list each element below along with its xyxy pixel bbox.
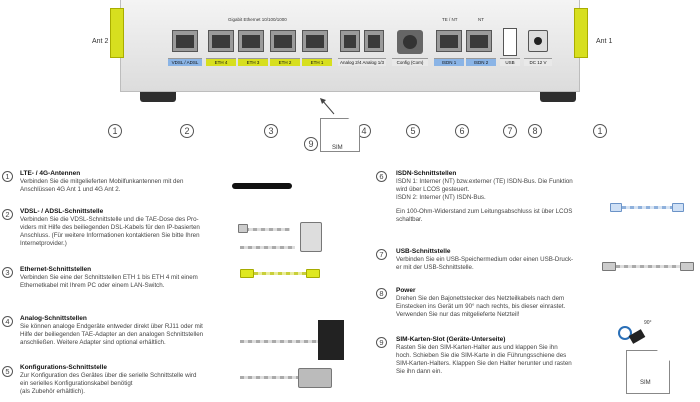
sim-card-icon-bottom <box>626 350 670 394</box>
item-8-title: Power <box>396 287 416 294</box>
callout-6: 6 <box>455 124 469 138</box>
callout-3: 3 <box>264 124 278 138</box>
isdn1-port-label: ISDN 1 <box>434 58 464 66</box>
callout-8: 8 <box>528 124 542 138</box>
item-2-number: 2 <box>2 209 13 220</box>
eth4-port <box>208 30 234 52</box>
callout-5: 5 <box>406 124 420 138</box>
vdsl-port-label: VDSL / ADSL <box>168 58 202 66</box>
item-1-number: 1 <box>2 171 13 182</box>
item-6-line-1: ISDN 1: Interner (NT) bzw.externer (TE) ISDN-Bus. Die Funktion <box>396 178 573 185</box>
eth3-port <box>238 30 264 52</box>
item-2-line-1: Verbinden Sie die VDSL-Schnittstelle und die TAE-Dose des Pro- <box>20 216 199 223</box>
vdsl-port <box>172 30 198 52</box>
item-2-title: VDSL- / ADSL-Schnittstelle <box>20 208 104 215</box>
dc-power-jack <box>528 30 548 52</box>
item-6-number: 6 <box>376 171 387 182</box>
callout-2: 2 <box>180 124 194 138</box>
sim-label-bottom: SIM <box>640 380 651 386</box>
item-6-extra-2: schaltbar. <box>396 216 423 223</box>
item-8-line-2: Einstecken ins Gerät um 90° nach rechts, bis dieser einrastet. <box>396 303 566 310</box>
item-7-title: USB-Schnittstelle <box>396 248 451 255</box>
item-9-sim-slot <box>396 336 616 376</box>
arrow-icon <box>318 98 338 116</box>
item-6-line-3: ISDN 2: Interner (NT) ISDN-Bus. <box>396 194 486 201</box>
item-6-isdn <box>396 170 616 224</box>
te-nt-label: TE / NT <box>442 17 458 22</box>
item-9-number: 9 <box>376 337 387 348</box>
config-port-label: Config (Com) <box>392 58 428 66</box>
analog-port-1 <box>340 30 360 52</box>
eth2-port-label: ETH 2 <box>270 58 300 66</box>
eth4-port-label: ETH 4 <box>206 58 236 66</box>
item-9-line-4: Sie ihn dann ein. <box>396 368 443 375</box>
callout-1-right: 1 <box>593 124 607 138</box>
item-5-line-1: Zur Konfiguration des Gerätes über die serielle Schnittstelle wird <box>20 372 197 379</box>
item-2-vdsl <box>20 208 240 248</box>
analog-port-2 <box>364 30 384 52</box>
usb-port <box>503 28 517 56</box>
item-5-line-3: (als Zubehör erhältlich). <box>20 388 85 395</box>
item-8-number: 8 <box>376 288 387 299</box>
item-7-number: 7 <box>376 249 387 260</box>
callout-9: 9 <box>304 137 318 151</box>
eth2-port <box>270 30 296 52</box>
callout-4: 4 <box>357 124 371 138</box>
config-port <box>397 30 423 54</box>
item-9-line-1: Rasten Sie den SIM-Karten-Halter aus und klappen Sie ihn <box>396 344 558 351</box>
router-foot-right <box>540 92 576 102</box>
item-4-title: Analog-Schnittstellen <box>20 315 87 322</box>
item-6-extra-1: Ein 100-Ohm-Widerstand zum Leitungsabschluss ist über LCOS <box>396 208 573 215</box>
item-7-line-1: Verbinden Sie ein USB-Speichermedium oder einen USB-Druck- <box>396 256 574 263</box>
item-6-title: ISDN-Schnittstellen <box>396 170 457 177</box>
item-3-line-2: Ethernetkabel mit Ihrem PC oder einem LAN-Switch. <box>20 282 165 289</box>
item-3-ethernet <box>20 266 240 290</box>
item-5-title: Konfigurations-Schnittstelle <box>20 364 108 371</box>
item-3-title: Ethernet-Schnittstellen <box>20 266 92 273</box>
item-2-line-2: viders mit Hilfe des beiliegenden DSL-Kabels für den IP-basierten <box>20 224 200 231</box>
item-1-lte-antennas <box>20 170 240 194</box>
antenna-connector-ant1 <box>574 8 588 58</box>
eth3-port-label: ETH 3 <box>238 58 268 66</box>
item-5-line-2: ein serielles Konfigurationskabel benötigt <box>20 380 133 387</box>
item-9-title: SIM-Karten-Slot (Geräte-Unterseite) <box>396 336 506 343</box>
item-1-title: LTE- / 4G-Antennen <box>20 170 81 177</box>
item-2-line-4: Internetprovider.) <box>20 240 67 247</box>
item-3-number: 3 <box>2 267 13 278</box>
item-8-line-1: Drehen Sie den Bajonettstecker des Netzteilkabels nach dem <box>396 295 565 302</box>
isdn1-port <box>436 30 462 52</box>
item-8-line-3: Verwenden Sie nur das mitgelieferte Netzteil! <box>396 311 520 318</box>
item-4-line-1: Sie können analoge Endgeräte entweder direkt über RJ11 oder mit <box>20 323 203 330</box>
router-foot-left <box>140 92 176 102</box>
item-4-line-3: anschließen. Weitere Adapter sind optional erhältlich. <box>20 339 166 346</box>
antenna-illustration <box>232 183 292 189</box>
dc-port-label: DC 12 V <box>524 58 552 66</box>
item-9-line-2: hoch. Schieben Sie die SIM-Karte in die Führungsschiene des <box>396 352 567 359</box>
item-6-line-2: wird über LCOS gesteuert. <box>396 186 470 193</box>
ant1-label: Ant 1 <box>596 38 613 45</box>
nt-label: NT <box>478 17 484 22</box>
item-7-line-2: er mit der USB-Schnittstelle. <box>396 264 474 271</box>
item-5-config <box>20 364 240 396</box>
item-5-number: 5 <box>2 366 13 377</box>
ant2-label: Ant 2 <box>92 38 109 45</box>
item-1-line-1: Verbinden Sie die mitgelieferten Mobilfunkantennen mit den <box>20 178 184 185</box>
item-1-line-2: Anschlüssen 4G Ant 1 und 4G Ant 2. <box>20 186 121 193</box>
isdn2-port <box>466 30 492 52</box>
item-9-line-3: SIM-Karten-Halters. Klappen Sie den Halter herunter und rasten <box>396 360 572 367</box>
sim-label-top: SIM <box>332 145 343 151</box>
antenna-connector-ant2 <box>110 8 124 58</box>
callout-7: 7 <box>503 124 517 138</box>
isdn2-port-label: ISDN 2 <box>466 58 496 66</box>
item-8-power <box>396 287 616 319</box>
item-2-line-3: Anschluss. (Für weitere Informationen kontaktieren Sie bitte Ihren <box>20 232 200 239</box>
gigabit-label: Gigabit Ethernet 10/100/1000 <box>228 17 287 22</box>
eth1-port <box>302 30 328 52</box>
rotation-angle-label: 90° <box>644 320 652 326</box>
item-4-number: 4 <box>2 316 13 327</box>
item-4-analog <box>20 315 240 347</box>
item-7-usb <box>396 248 616 272</box>
analog-port-label: Analog 2/4 Analog 1/3 <box>339 60 385 65</box>
item-4-line-2: Hilfe der beiliegenden TAE-Adapter an den analogen Schnittstellen <box>20 331 204 338</box>
callout-1-left: 1 <box>108 124 122 138</box>
eth1-port-label: ETH 1 <box>302 58 332 66</box>
item-3-line-1: Verbinden Sie eine der Schnittstellen ETH 1 bis ETH 4 mit einem <box>20 274 198 281</box>
usb-port-label: USB <box>500 58 520 66</box>
